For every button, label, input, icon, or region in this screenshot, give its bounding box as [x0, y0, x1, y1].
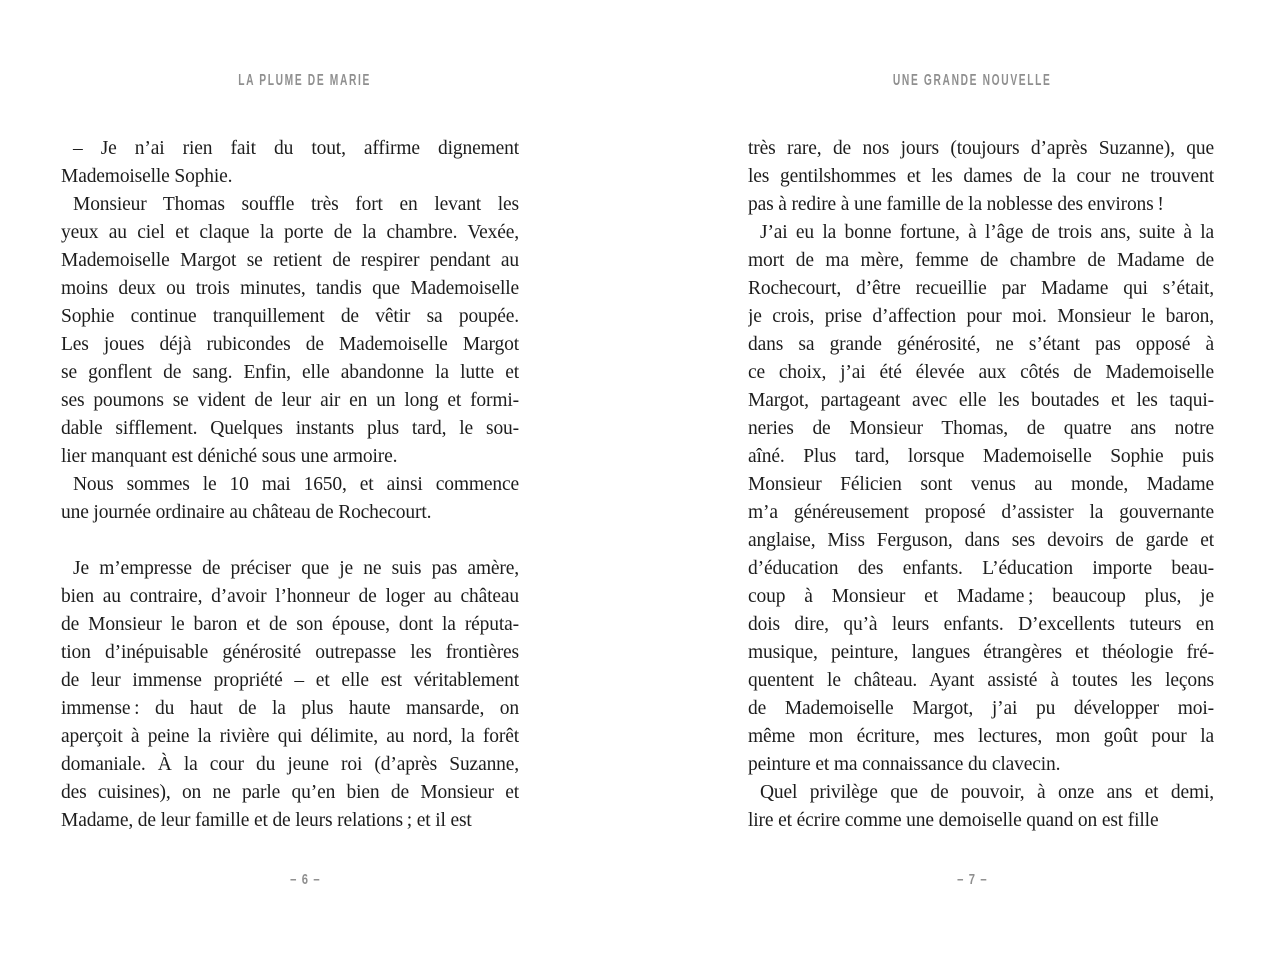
page-number-text: – 6 –: [289, 871, 321, 888]
text-line: Madame, de leur famille et de leurs relations ; et il est: [61, 810, 472, 831]
text-line: des cuisines), on ne parle qu’en bien de Monsieur et: [61, 782, 519, 803]
text-line: yeux au ciel et claque la porte de la chambre. Vexée,: [61, 222, 519, 243]
text-line: les gentilshommes et les dames de la cour ne trouvent: [748, 166, 1214, 187]
text-line: dois dire, qu’à leurs enfants. D’excellents tuteurs en: [748, 614, 1214, 635]
text-line: une journée ordinaire au château de Rochecourt.: [61, 502, 432, 523]
text-line: Monsieur Félicien sont venus au monde, Madame: [748, 474, 1214, 495]
text-line: Sophie continue tranquillement de vêtir sa poupée.: [61, 306, 519, 327]
text-line: dans sa grande générosité, ne s’étant pas opposé à: [748, 334, 1214, 355]
scene-break-spacer: [61, 527, 519, 555]
text-line: très rare, de nos jours (toujours d’après Suzanne), que: [748, 138, 1214, 159]
text-line: moins deux ou trois minutes, tandis que Mademoiselle: [61, 278, 519, 299]
text-line: peinture et ma connaissance du clavecin.: [748, 754, 1061, 775]
text-line: Mademoiselle Margot se retient de respirer pendant au: [61, 250, 519, 271]
page-body: [61, 135, 519, 835]
text-line: anglaise, Miss Ferguson, dans ses devoirs de garde et: [748, 530, 1214, 551]
page-number: [664, 871, 1280, 893]
text-line: Monsieur Thomas souffle très fort en levant les: [73, 194, 519, 215]
text-line: aîné. Plus tard, lorsque Mademoiselle Sophie puis: [748, 446, 1214, 467]
text-line: quentent le château. Ayant assisté à toutes les leçons: [748, 670, 1214, 691]
text-line: même mon écriture, mes lectures, mon goût pour la: [748, 726, 1214, 747]
text-line: je crois, prise d’affection pour moi. Monsieur le baron,: [748, 306, 1214, 327]
text-line: neries de Monsieur Thomas, de quatre ans notre: [748, 418, 1214, 439]
text-line: J’ai eu la bonne fortune, à l’âge de trois ans, suite à la: [760, 222, 1214, 243]
text-line: Quel privilège que de pouvoir, à onze ans et demi,: [760, 782, 1214, 803]
text-line: dable sifflement. Quelques instants plus tard, le sou-: [61, 418, 519, 439]
page-right: [640, 0, 1280, 960]
text-line: Les joues déjà rubicondes de Mademoiselle Margot: [61, 334, 519, 355]
text-line: Rochecourt, d’être recueillie par Madame qui s’était,: [748, 278, 1214, 299]
page-number-text: – 7 –: [956, 871, 988, 888]
running-header-text: LA PLUME DE MARIE: [238, 72, 372, 89]
text-line: de leur immense propriété – et elle est véritablement: [61, 670, 519, 691]
running-header-text: UNE GRANDE NOUVELLE: [892, 72, 1052, 89]
page-body: [748, 135, 1214, 835]
text-line: lier manquant est déniché sous une armoire.: [61, 446, 398, 467]
text-line: aperçoit à peine la rivière qui délimite, au nord, la forêt: [61, 726, 519, 747]
text-line: mort de ma mère, femme de chambre de Madame de: [748, 250, 1214, 271]
text-line: de Mademoiselle Margot, j’ai pu développer moi-: [748, 698, 1214, 719]
text-line: ce choix, j’ai été élevée aux côtés de Mademoiselle: [748, 362, 1214, 383]
text-line: Margot, partageant avec elle les boutades et les taqui-: [748, 390, 1214, 411]
text-line: musique, peinture, langues étrangères et théologie fré-: [748, 642, 1214, 663]
text-line: bien au contraire, d’avoir l’honneur de loger au château: [61, 586, 519, 607]
page-number: [0, 871, 610, 893]
running-header: [664, 72, 1280, 92]
text-line: coup à Monsieur et Madame ; beaucoup plus, je: [748, 586, 1214, 607]
text-line: – Je n’ai rien fait du tout, affirme dignement: [73, 138, 519, 159]
text-line: domaniale. À la cour du jeune roi (d’après Suzanne,: [61, 754, 519, 775]
text-line: ses poumons se vident de leur air en un long et formi-: [61, 390, 519, 411]
text-line: Mademoiselle Sophie.: [61, 166, 233, 187]
text-line: lire et écrire comme une demoiselle quand on est fille: [748, 810, 1159, 831]
text-line: pas à redire à une famille de la noblesse des environs !: [748, 194, 1164, 215]
text-line: tion d’inépuisable générosité outrepasse les frontières: [61, 642, 519, 663]
text-line: de Monsieur le baron et de son épouse, dont la réputa-: [61, 614, 519, 635]
text-line: se gonflent de sang. Enfin, elle abandonne la lutte et: [61, 362, 519, 383]
text-line: Nous sommes le 10 mai 1650, et ainsi commence: [73, 474, 519, 495]
running-header: [0, 72, 610, 92]
text-line: d’éducation des enfants. L’éducation importe beau-: [748, 558, 1214, 579]
text-line: m’a généreusement proposé d’assister la gouvernante: [748, 502, 1214, 523]
text-line: Je m’empresse de préciser que je ne suis pas amère,: [73, 558, 519, 579]
text-line: immense : du haut de la plus haute mansarde, on: [61, 698, 519, 719]
